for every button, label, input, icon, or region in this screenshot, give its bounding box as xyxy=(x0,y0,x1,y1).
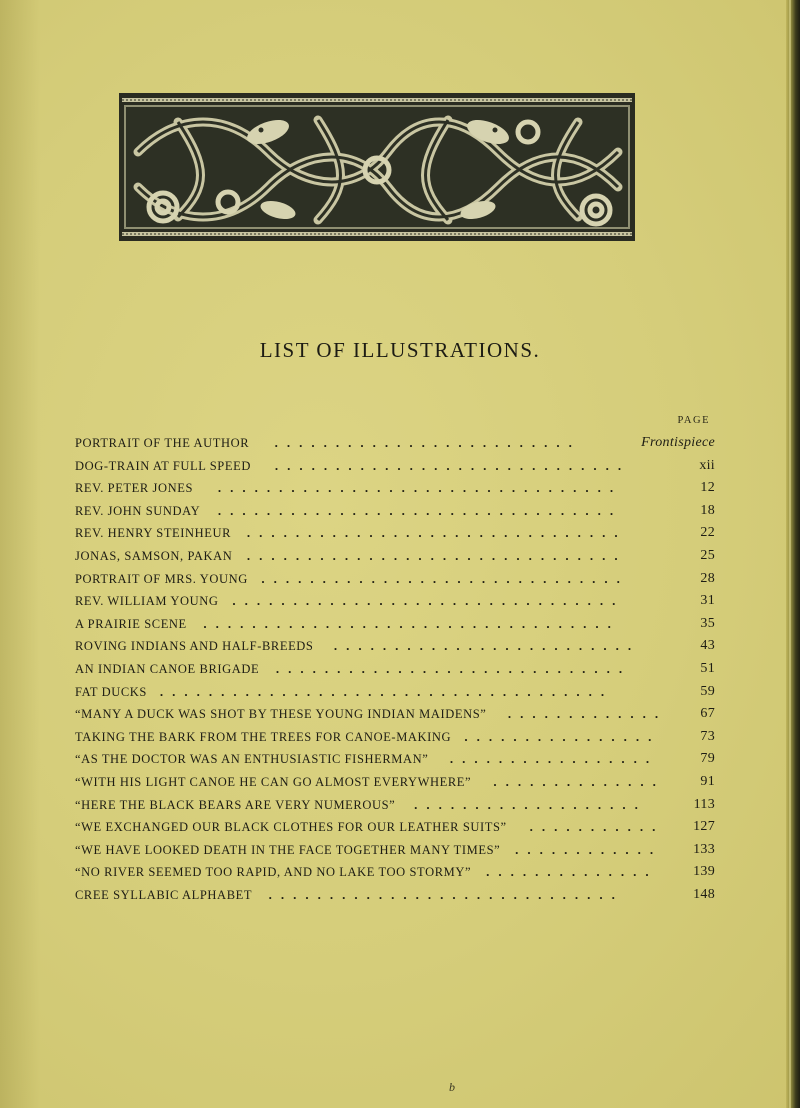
dot-leader: ......................... xyxy=(274,435,581,450)
celtic-knotwork-ornament-icon xyxy=(118,92,636,242)
list-item xyxy=(75,816,715,839)
list-item xyxy=(75,771,715,794)
list-item xyxy=(75,861,715,884)
dot-leader: .................................. xyxy=(203,615,620,631)
dot-leader: .............. xyxy=(486,864,658,880)
dot-leader: ............................... xyxy=(246,547,627,563)
dot-leader: ............................. xyxy=(274,457,631,473)
illustration-title: TAKING THE BARK FROM THE TREES FOR CANOE-MAKING xyxy=(75,729,452,744)
illustration-title: “WE HAVE LOOKED DEATH IN THE FACE TOGETHER MANY TIMES” xyxy=(75,842,501,857)
illustration-title: REV. JOHN SUNDAY xyxy=(75,503,201,518)
list-item xyxy=(75,613,715,636)
page-number: 28 xyxy=(700,570,715,586)
list-item xyxy=(75,703,715,726)
list-item xyxy=(75,590,715,613)
list-item xyxy=(75,658,715,681)
dot-leader: ............ xyxy=(515,841,663,857)
page-number: 31 xyxy=(700,593,715,609)
page-number: 113 xyxy=(693,796,715,812)
page-number: 91 xyxy=(700,773,715,789)
dot-leader: .............................. xyxy=(261,570,629,586)
page-number: xii xyxy=(699,457,715,473)
list-item xyxy=(75,568,715,591)
dot-leader: ............................... xyxy=(246,525,627,541)
page-number: 67 xyxy=(700,706,715,722)
dot-leader: ........... xyxy=(529,819,665,835)
list-item xyxy=(75,455,715,478)
dot-leader: ................................ xyxy=(232,593,625,609)
page-number: 43 xyxy=(700,638,715,654)
page-gutter-shadow xyxy=(0,0,40,1108)
dot-leader: ......................... xyxy=(333,638,641,654)
page-title: LIST OF ILLUSTRATIONS. xyxy=(259,338,541,362)
list-item xyxy=(75,726,715,749)
page-number: 18 xyxy=(700,502,715,518)
dot-leader: ................................. xyxy=(217,502,623,518)
illustration-title: “NO RIVER SEEMED TOO RAPID, AND NO LAKE TOO STORMY” xyxy=(75,865,472,880)
illustration-title: “HERE THE BLACK BEARS ARE VERY NUMEROUS” xyxy=(75,797,396,812)
page-number: 139 xyxy=(693,864,715,880)
page-number: 133 xyxy=(693,841,715,857)
illustration-title: “WITH HIS LIGHT CANOE HE CAN GO ALMOST EVERYWHERE” xyxy=(75,774,472,789)
dot-leader: ................... xyxy=(414,796,647,812)
dot-leader: .............. xyxy=(493,773,665,789)
illustrations-list xyxy=(75,432,715,906)
page-number: 59 xyxy=(700,683,715,699)
illustration-title: FAT DUCKS xyxy=(75,684,147,699)
list-item xyxy=(75,748,715,771)
list-item xyxy=(75,545,715,568)
dot-leader: ................. xyxy=(449,751,659,767)
illustration-title: REV. HENRY STEINHEUR xyxy=(75,526,232,541)
book-binding-edge xyxy=(786,0,800,1108)
list-item xyxy=(75,794,715,817)
page-number: 79 xyxy=(700,751,715,767)
illustration-title: ROVING INDIANS AND HALF-BREEDS xyxy=(75,639,314,654)
illustration-title: REV. WILLIAM YOUNG xyxy=(75,594,219,609)
dot-leader: ............................. xyxy=(275,660,632,676)
illustration-title: PORTRAIT OF THE AUTHOR xyxy=(75,436,250,450)
page-number: Frontispiece xyxy=(641,435,715,450)
page-number: 51 xyxy=(700,660,715,676)
illustration-title: JONAS, SAMSON, PAKAN xyxy=(75,548,233,563)
illustration-title: AN INDIAN CANOE BRIGADE xyxy=(75,661,260,676)
illustration-title: CREE SYLLABIC ALPHABET xyxy=(75,887,253,902)
list-item xyxy=(75,635,715,658)
list-item xyxy=(75,839,715,862)
list-item xyxy=(75,500,715,523)
dot-leader: ................ xyxy=(464,728,661,744)
page-number: 73 xyxy=(700,728,715,744)
illustration-title: DOG-TRAIN AT FULL SPEED xyxy=(75,458,251,473)
page-number: 22 xyxy=(700,525,715,541)
page-number: 35 xyxy=(700,615,715,631)
illustration-title: “WE EXCHANGED OUR BLACK CLOTHES FOR OUR LEATHER SUITS” xyxy=(75,820,507,835)
list-item xyxy=(75,522,715,545)
dot-leader: ..................................... xyxy=(159,683,614,699)
illustration-title: “AS THE DOCTOR WAS AN ENTHUSIASTIC FISHERMAN” xyxy=(75,752,429,767)
illustration-title: A PRAIRIE SCENE xyxy=(75,616,187,631)
signature-mark: b xyxy=(449,1080,455,1094)
illustration-title: REV. PETER JONES xyxy=(75,481,194,496)
page-number: 148 xyxy=(693,886,715,902)
list-item xyxy=(75,681,715,704)
page-number: 25 xyxy=(700,547,715,563)
page-column-header: PAGE xyxy=(677,415,710,426)
dot-leader: ................................. xyxy=(217,480,623,496)
list-item xyxy=(75,884,715,907)
illustration-title: PORTRAIT OF MRS. YOUNG xyxy=(75,571,248,586)
page-number: 127 xyxy=(693,819,715,835)
page-number: 12 xyxy=(700,480,715,496)
illustration-title: “MANY A DUCK WAS SHOT BY THESE YOUNG INDIAN MAIDENS” xyxy=(75,707,487,722)
list-item xyxy=(75,432,715,455)
dot-leader: ............. xyxy=(507,706,668,722)
list-item xyxy=(75,477,715,500)
dot-leader: ............................. xyxy=(268,886,624,902)
